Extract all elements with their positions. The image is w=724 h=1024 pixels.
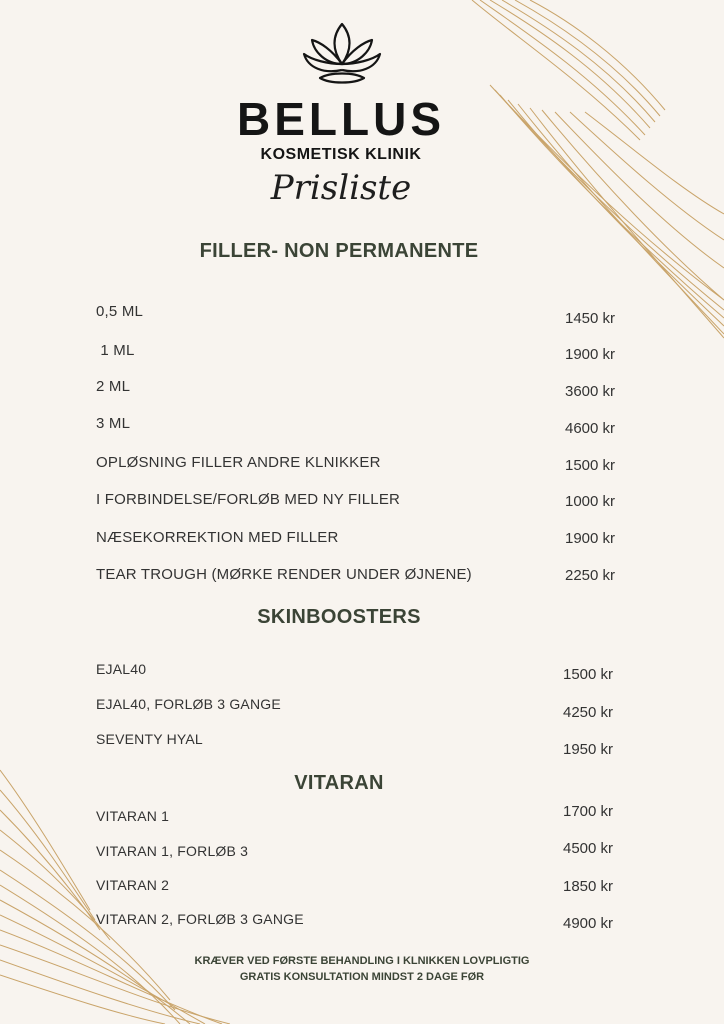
item-price: 1000 kr [565,493,616,510]
price-list-title: Prisliste [270,168,412,208]
list-item: EJAL40, FORLØB 3 GANGE [96,696,281,712]
list-item: 2 ML [96,378,131,395]
list-item: 0,5 ML [96,303,144,320]
item-price: 4600 kr [565,420,616,437]
item-price: 1900 kr [565,346,616,363]
lotus-logo-icon [302,20,382,92]
item-price: 4250 kr [563,704,614,721]
item-price: 1900 kr [565,530,616,547]
item-price: 1500 kr [563,666,614,683]
consultation-note [0,953,724,985]
note-line-1: KRÆVER VED FØRSTE BEHANDLING I KLNIKKEN LOVPLIGTIG [194,955,530,967]
item-price: 3600 kr [565,383,616,400]
brand-subtitle: KOSMETISK KLINIK [260,146,422,163]
item-price: 1850 kr [563,878,614,895]
brand-name: BELLUS [237,93,445,145]
item-price: 1950 kr [563,741,614,758]
list-item: I FORBINDELSE/FORLØB MED NY FILLER [96,491,401,508]
list-item: VITARAN 1 [96,808,170,824]
list-item: OPLØSNING FILLER ANDRE KLNIKKER [96,454,381,471]
item-price: 1450 kr [565,310,616,327]
section-title-skinboosters: SKINBOOSTERS [257,606,421,628]
note-line-2: GRATIS KONSULTATION MINDST 2 DAGE FØR [239,971,485,983]
section-title-vitaran: VITARAN [294,772,384,794]
list-item: EJAL40 [96,661,147,677]
list-item: VITARAN 2, FORLØB 3 GANGE [96,911,304,927]
list-item: VITARAN 1, FORLØB 3 [96,843,249,859]
list-item: VITARAN 2 [96,877,170,893]
item-price: 1700 kr [563,803,614,820]
item-price: 4900 kr [563,915,614,932]
item-price: 2250 kr [565,567,616,584]
item-price: 4500 kr [563,840,614,857]
item-price: 1500 kr [565,457,616,474]
list-item: 3 ML [96,415,131,432]
section-title-filler: FILLER- NON PERMANENTE [199,240,479,262]
list-item: 1 ML [96,342,135,359]
list-item: NÆSEKORREKTION MED FILLER [96,529,339,546]
list-item: TEAR TROUGH (MØRKE RENDER UNDER ØJNENE) [96,566,472,583]
list-item: SEVENTY HYAL [96,731,203,747]
